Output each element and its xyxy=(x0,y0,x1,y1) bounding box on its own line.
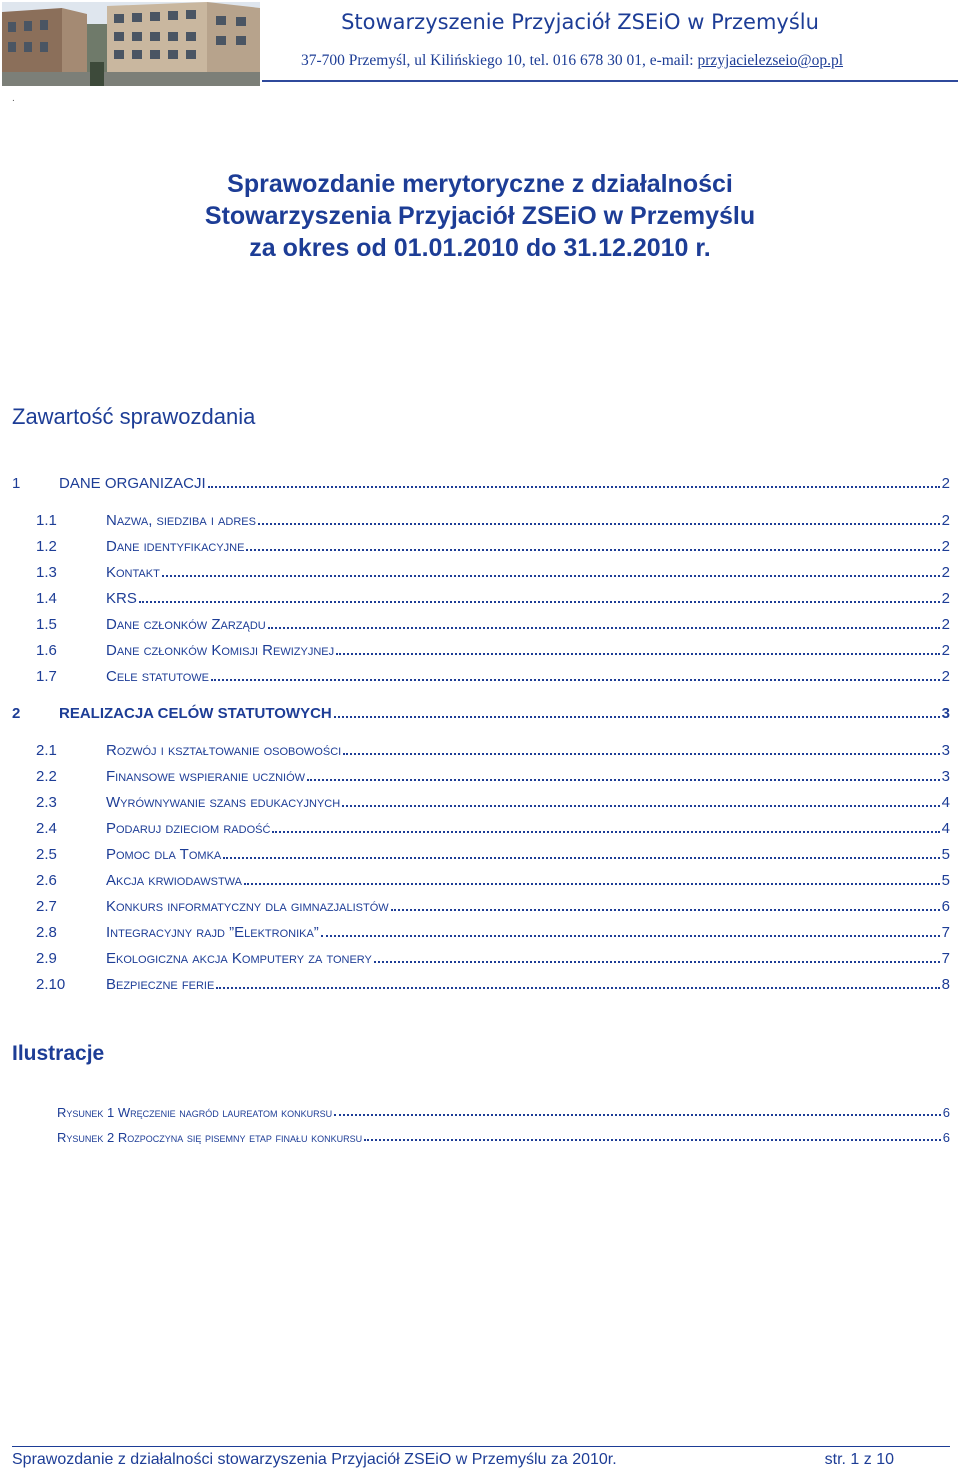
toc-page: 3 xyxy=(941,768,950,785)
illustration-label: Rysunek 1 Wręczenie nagród laureatom konkursu xyxy=(57,1105,333,1120)
dot-leader xyxy=(258,523,940,525)
toc-page: 2 xyxy=(941,475,950,492)
illustration-page: 6 xyxy=(942,1130,950,1145)
email-link[interactable]: przyjacielezseio@op.pl xyxy=(697,52,844,69)
illustration-entry-1[interactable] xyxy=(57,1098,950,1120)
toc-entry-2-1[interactable] xyxy=(36,737,950,759)
toc-entry-2-9[interactable] xyxy=(36,945,950,967)
illustrations-heading: Ilustracje xyxy=(12,1042,105,1065)
toc-page: 5 xyxy=(941,872,950,889)
toc-entry-1-5[interactable] xyxy=(36,611,950,633)
toc-page: 2 xyxy=(941,668,950,685)
toc-number: 2.1 xyxy=(36,742,57,759)
building-photo xyxy=(2,2,260,86)
address-text: 37-700 Przemyśl, ul Kilińskiego 10, tel. 016 678 30 01, e-mail: xyxy=(300,52,698,69)
toc-page: 7 xyxy=(941,924,950,941)
toc-number: 2.8 xyxy=(36,924,57,941)
header-divider xyxy=(262,80,958,82)
toc-entry-2[interactable] xyxy=(12,700,950,722)
toc-page: 6 xyxy=(941,898,950,915)
toc-label: Dane członków Zarządu xyxy=(106,616,266,633)
title-line-1: Sprawozdanie merytoryczne z działalności xyxy=(227,170,733,198)
toc-entry-1-1[interactable] xyxy=(36,507,950,529)
dot-leader xyxy=(334,716,940,718)
illustration-page: 6 xyxy=(942,1105,950,1120)
toc-entry-2-8[interactable] xyxy=(36,919,950,941)
organization-name: Stowarzyszenie Przyjaciół ZSEiO w Przemyślu xyxy=(341,10,819,34)
toc-number: 1.4 xyxy=(36,590,57,607)
toc-page: 8 xyxy=(941,976,950,993)
toc-entry-1-4[interactable] xyxy=(36,585,950,607)
dot-leader xyxy=(246,549,939,551)
toc-label: Cele statutowe xyxy=(106,668,210,685)
toc-label: Integracyjny rajd ”Elektronika” xyxy=(106,924,319,941)
toc-label: Ekologiczna akcja Komputery za tonery xyxy=(106,950,372,967)
dot-leader xyxy=(334,1114,941,1116)
dot-leader xyxy=(208,486,940,488)
toc-page: 2 xyxy=(941,512,950,529)
footer-page-number: str. 1 z 10 xyxy=(824,1451,894,1468)
toc-label: Wyrównywanie szans edukacyjnych xyxy=(106,794,341,811)
dot-leader xyxy=(307,779,940,781)
toc-label: Dane identyfikacyjne xyxy=(106,538,245,555)
dot-leader xyxy=(139,601,940,603)
toc-number: 2.2 xyxy=(36,768,57,785)
toc-number: 1.7 xyxy=(36,668,57,685)
toc-entry-1-2[interactable] xyxy=(36,533,950,555)
toc-entry-1-3[interactable] xyxy=(36,559,950,581)
toc-page: 7 xyxy=(941,950,950,967)
toc-label: Pomoc dla Tomka xyxy=(106,846,222,863)
illustration-label: Rysunek 2 Rozpoczyna się pisemny etap finału konkursu xyxy=(57,1130,363,1145)
toc-number: 1.5 xyxy=(36,616,57,633)
toc-label: DANE ORGANIZACJI xyxy=(59,475,206,492)
toc-label: KRS xyxy=(106,590,137,607)
dot-leader xyxy=(343,753,939,755)
toc-entry-2-5[interactable] xyxy=(36,841,950,863)
illustration-entry-2[interactable] xyxy=(57,1123,950,1145)
toc-page: 4 xyxy=(941,794,950,811)
toc-entry-2-4[interactable] xyxy=(36,815,950,837)
toc-entry-2-2[interactable] xyxy=(36,763,950,785)
toc-number: 1.3 xyxy=(36,564,57,581)
stray-mark: . xyxy=(12,93,15,104)
dot-leader xyxy=(223,857,939,859)
toc-number: 2.4 xyxy=(36,820,57,837)
toc-page: 4 xyxy=(941,820,950,837)
toc-number: 2.5 xyxy=(36,846,57,863)
toc-entry-2-3[interactable] xyxy=(36,789,950,811)
toc-number: 2.7 xyxy=(36,898,57,915)
organization-address xyxy=(262,52,882,70)
dot-leader xyxy=(268,627,940,629)
dot-leader xyxy=(216,987,939,989)
footer-divider xyxy=(12,1446,950,1447)
toc-label: Rozwój i kształtowanie osobowości xyxy=(106,742,342,759)
toc-entry-2-6[interactable] xyxy=(36,867,950,889)
report-title xyxy=(0,168,960,264)
toc-label: Akcja krwiodawstwa xyxy=(106,872,242,889)
toc-entry-2-7[interactable] xyxy=(36,893,950,915)
toc-entry-1-6[interactable] xyxy=(36,637,950,659)
dot-leader xyxy=(244,883,940,885)
dot-leader xyxy=(342,805,939,807)
title-line-2: Stowarzyszenia Przyjaciół ZSEiO w Przemyślu xyxy=(204,202,756,230)
toc-page: 2 xyxy=(941,564,950,581)
toc-number: 1.2 xyxy=(36,538,57,555)
contents-heading: Zawartość sprawozdania xyxy=(12,404,256,429)
footer-document-title: Sprawozdanie z działalności stowarzyszenia Przyjaciół ZSEiO w Przemyślu za 2010r. xyxy=(12,1451,617,1468)
dot-leader xyxy=(374,961,940,963)
toc-label: Finansowe wspieranie uczniów xyxy=(106,768,306,785)
toc-label: REALIZACJA CELÓW STATUTOWYCH xyxy=(59,705,332,722)
toc-label: Nazwa, siedziba i adres xyxy=(106,512,256,529)
toc-number: 2.10 xyxy=(36,976,66,993)
dot-leader xyxy=(364,1139,941,1141)
toc-page: 2 xyxy=(941,642,950,659)
toc-label: Dane członków Komisji Rewizyjnej xyxy=(106,642,335,659)
toc-number: 1.1 xyxy=(36,512,57,529)
dot-leader xyxy=(336,653,940,655)
dot-leader xyxy=(162,575,940,577)
dot-leader xyxy=(272,831,939,833)
toc-number: 2.6 xyxy=(36,872,57,889)
toc-label: Konkurs informatyczny dla gimnazjalistów xyxy=(106,898,389,915)
dot-leader xyxy=(211,679,940,681)
title-line-3: za okres od 01.01.2010 do 31.12.2010 r. xyxy=(249,234,711,262)
toc-number: 1.6 xyxy=(36,642,57,659)
toc-page: 2 xyxy=(941,616,950,633)
toc-number: 2.9 xyxy=(36,950,57,967)
dot-leader xyxy=(321,935,940,937)
toc-page: 3 xyxy=(941,742,950,759)
toc-page: 2 xyxy=(941,590,950,607)
toc-entry-1-7[interactable] xyxy=(36,663,950,685)
toc-number: 2 xyxy=(12,705,21,722)
dot-leader xyxy=(391,909,940,911)
toc-page: 3 xyxy=(941,705,950,722)
toc-number: 2.3 xyxy=(36,794,57,811)
toc-page: 5 xyxy=(941,846,950,863)
toc-page: 2 xyxy=(941,538,950,555)
toc-entry-1[interactable] xyxy=(12,470,950,492)
toc-label: Bezpieczne ferie xyxy=(106,976,215,993)
toc-entry-2-10[interactable] xyxy=(36,971,950,993)
toc-number: 1 xyxy=(12,475,21,492)
toc-label: Kontakt xyxy=(106,564,160,581)
toc-label: Podaruj dzieciom radość xyxy=(106,820,271,837)
